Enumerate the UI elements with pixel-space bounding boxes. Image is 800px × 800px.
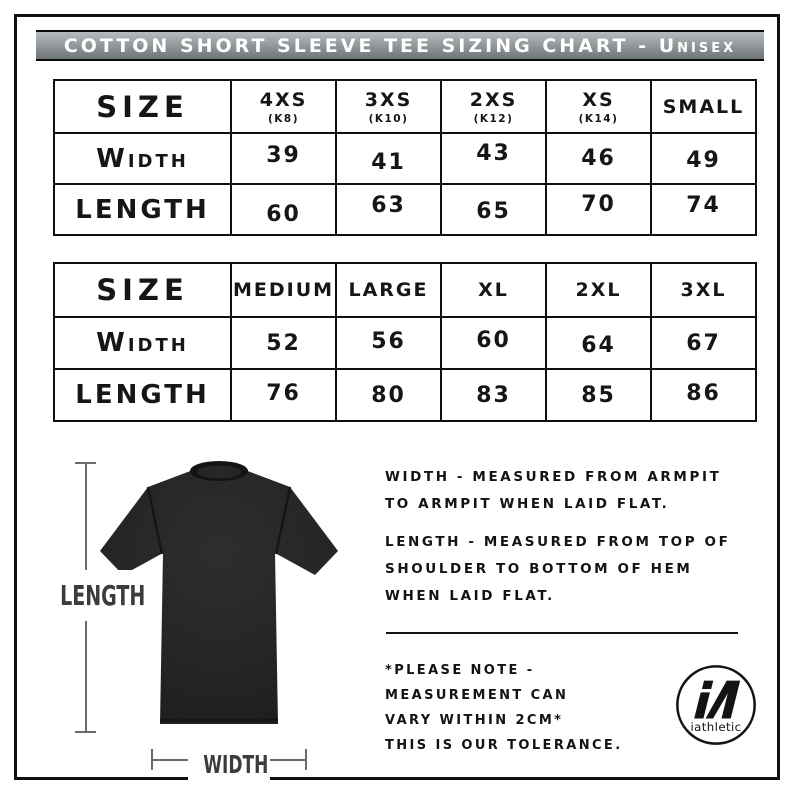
tolerance-note-line: THIS IS OUR TOLERANCE. (385, 738, 623, 753)
width-value: 39 (230, 132, 335, 183)
length-description-line: WHEN LAID FLAT. (385, 588, 555, 604)
size-col-4xs: 4XS (K8) (230, 81, 335, 132)
size-col-medium: MEDIUM (230, 264, 335, 316)
width-description-line: TO ARMPIT WHEN LAID FLAT. (385, 496, 670, 512)
size-col-3xs: 3XS (K10) (335, 81, 440, 132)
width-value: 52 (230, 316, 335, 368)
width-measure-tick-right (305, 749, 307, 770)
width-value: 60 (440, 316, 545, 368)
note-divider-line (386, 632, 738, 634)
table-header-size: SIZE (96, 273, 189, 307)
size-col-3xl: 3XL (650, 264, 755, 316)
size-col-xs: XS (K14) (545, 81, 650, 132)
size-col-large: LARGE (335, 264, 440, 316)
length-measure-label: LENGTH (40, 570, 132, 621)
width-value: 41 (335, 132, 440, 183)
tolerance-note-line: *PLEASE NOTE - (385, 663, 535, 678)
table-header-size: SIZE (96, 89, 189, 124)
width-value: 46 (545, 132, 650, 183)
width-value: 64 (545, 316, 650, 368)
width-value: 49 (650, 132, 755, 183)
size-col-small: SMALL (650, 81, 755, 132)
length-measure-cap-bottom (75, 731, 96, 733)
tolerance-note-line: MEASUREMENT CAN (385, 688, 569, 703)
row-label-width: Width (55, 132, 230, 183)
size-col-2xl: 2XL (545, 264, 650, 316)
size-col-xl: XL (440, 264, 545, 316)
title-bar (36, 30, 764, 61)
width-measure-label: WIDTH (188, 747, 270, 782)
length-description-line: LENGTH - MEASURED FROM TOP OF (385, 534, 731, 550)
length-value: 85 (545, 368, 650, 420)
tolerance-note (385, 658, 685, 758)
length-value: 60 (230, 183, 335, 234)
row-label-length: LENGTH (55, 368, 230, 420)
width-value: 67 (650, 316, 755, 368)
ia-logo-mark (694, 681, 740, 719)
size-table-large (53, 262, 757, 422)
row-label-width: Width (55, 316, 230, 368)
width-value: 43 (440, 132, 545, 183)
length-value: 80 (335, 368, 440, 420)
tolerance-note-line: VARY WITHIN 2CM* (385, 713, 564, 728)
length-description (385, 529, 765, 610)
length-description-line: SHOULDER TO BOTTOM OF HEM (385, 561, 693, 577)
length-value: 63 (335, 183, 440, 234)
length-value: 70 (545, 183, 650, 234)
length-value: 74 (650, 183, 755, 234)
page-title: COTTON SHORT SLEEVE TEE SIZING CHART - Unisex (63, 34, 737, 57)
logo-wordmark: iathletic (690, 720, 742, 735)
size-col-2xs: 2XS (K12) (440, 81, 545, 132)
row-label-length: LENGTH (55, 183, 230, 234)
length-value: 76 (230, 368, 335, 420)
length-value: 65 (440, 183, 545, 234)
width-description (385, 464, 765, 518)
iathletic-logo (674, 663, 758, 747)
width-value: 56 (335, 316, 440, 368)
size-table-small (53, 79, 757, 236)
width-description-line: WIDTH - MEASURED FROM ARMPIT (385, 469, 722, 485)
length-value: 83 (440, 368, 545, 420)
length-value: 86 (650, 368, 755, 420)
